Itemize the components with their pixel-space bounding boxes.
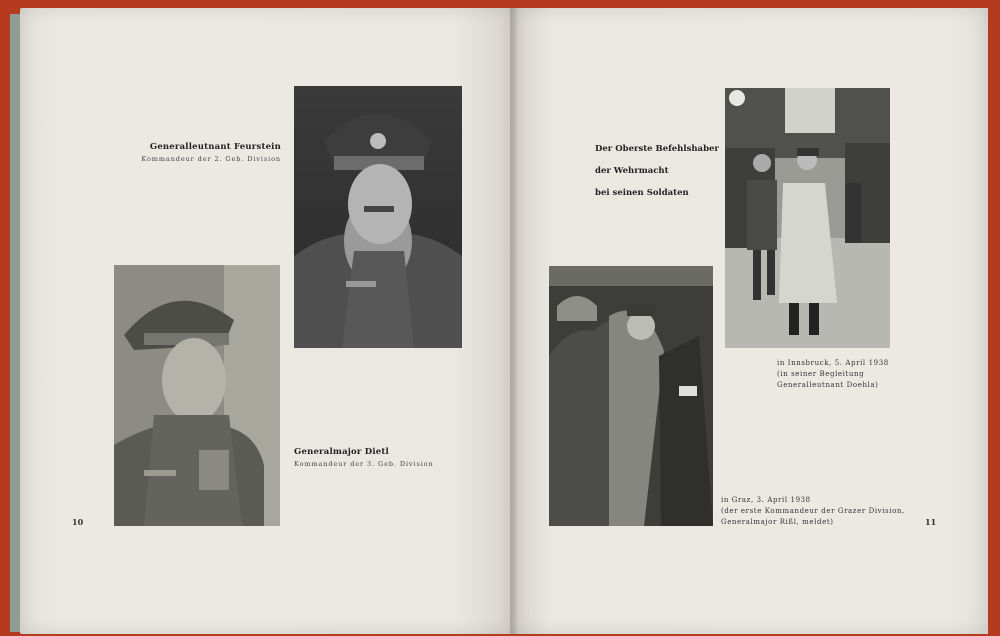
caption-graz-line-3: Generalmajor Rißl, meldet) — [721, 518, 834, 526]
portrait-photo-top — [294, 86, 462, 348]
photo-innsbruck — [725, 88, 890, 348]
page-number-right: 11 — [925, 517, 937, 527]
caption-innsbruck-line-3: Generalleutnant Doehla) — [777, 381, 879, 389]
caption-feurstein-role: Kommandeur der 2. Geb. Division — [141, 155, 281, 163]
caption-graz — [721, 495, 905, 528]
caption-dietl-name: Generalmajor Dietl — [294, 447, 389, 457]
page-number-left: 10 — [72, 517, 84, 527]
photo-graz — [549, 266, 713, 526]
caption-innsbruck-line-1: in Innsbruck, 5. April 1938 — [777, 359, 889, 367]
book-spine — [510, 8, 518, 634]
caption-dietl-role: Kommandeur der 3. Geb. Division — [294, 460, 434, 468]
right-page-heading — [595, 138, 719, 204]
heading-line-3: bei seinen Soldaten — [595, 188, 689, 198]
caption-graz-line-1: in Graz, 3. April 1938 — [721, 496, 811, 504]
heading-line-2: der Wehrmacht — [595, 166, 669, 176]
caption-dietl — [294, 447, 454, 468]
caption-graz-line-2: (der erste Kommandeur der Grazer Division, — [721, 507, 905, 515]
caption-innsbruck-line-2: (in seiner Begleitung — [777, 370, 865, 378]
caption-feurstein — [136, 142, 281, 163]
caption-feurstein-name: Generalleutnant Feurstein — [149, 142, 281, 152]
portrait-photo-bottom — [114, 265, 280, 526]
heading-line-1: Der Oberste Befehlshaber — [595, 144, 719, 154]
caption-innsbruck — [777, 358, 897, 391]
